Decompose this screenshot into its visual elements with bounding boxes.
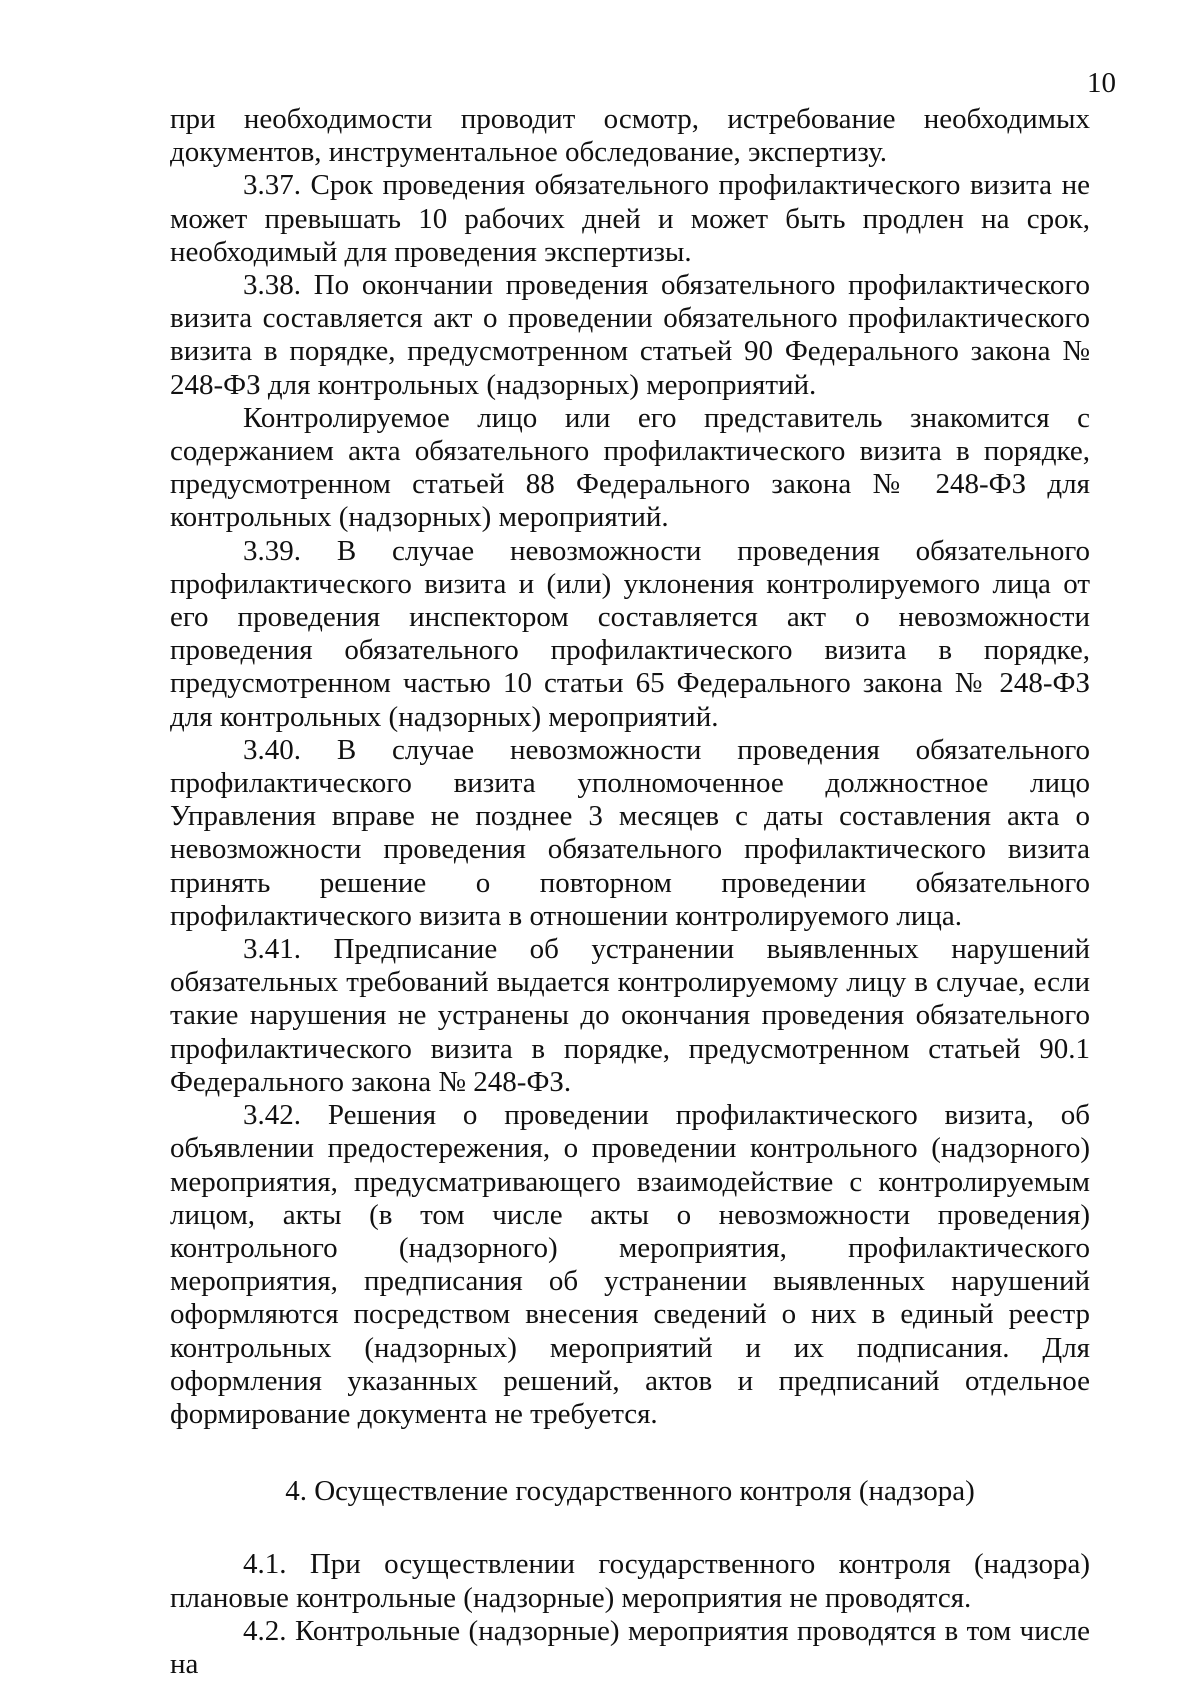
paragraph-3-37: 3.37. Срок проведения обязательного профилактического визита не может превышать 10 рабочих дней и может быть продлен на срок, необходимый для проведения экспертизы. bbox=[170, 169, 1090, 268]
paragraph-3-38-part-2: Контролируемое лицо или его представитель знакомится с содержанием акта обязательного профилактического визита в порядке, предусмотренном статьей 88 Федерального закона № 248-ФЗ для контрольных (надзорных) мероприятий. bbox=[170, 401, 1090, 534]
paragraph-continuation: при необходимости проводит осмотр, истребование необходимых документов, инструментальное обследование, экспертизу. bbox=[170, 103, 1090, 169]
section-heading: 4. Осуществление государственного контроля (надзора) bbox=[285, 1475, 975, 1508]
page-number: 10 bbox=[1087, 67, 1116, 99]
paragraph-3-38: 3.38. По окончании проведения обязательного профилактического визита составляется акт о проведении обязательного профилактического визита в порядке, предусмотренном статьей 90 Федерального закона № 248-ФЗ для контрольных (надзорных) мероприятий. bbox=[170, 269, 1090, 401]
paragraph-3-42: 3.42. Решения о проведении профилактического визита, об объявлении предостережения, о проведении контрольного (надзорного) мероприятия, предусматривающего взаимодействие с контролируемым лицом, акты (в том числе акты о невозможности проведения) контрольного (надзорного) мероприятия, профилактического мероприятия, предписания об устранении выявленных нарушений оформляются посредством внесения сведений о них в единый реестр контрольных (надзорных) мероприятий и их подписания. Для оформления указанных решений, актов и предписаний отдельное формирование документа не требуется. bbox=[170, 1099, 1090, 1430]
paragraph-4-2: 4.2. Контрольные (надзорные) мероприятия проводятся в том числе на bbox=[170, 1614, 1090, 1680]
paragraph-3-40: 3.40. В случае невозможности проведения обязательного профилактического визита уполномоченное должностное лицо Управления вправе не позднее 3 месяцев с даты составления акта о невозможности проведения обязательного профилактического визита принять решение о повторном проведении обязательного профилактического визита в отношении контролируемого лица. bbox=[170, 733, 1090, 932]
document-body bbox=[170, 103, 1090, 1681]
paragraph-4-1: 4.1. При осуществлении государственного контроля (надзора) плановые контрольные (надзорные) мероприятия не проводятся. bbox=[170, 1548, 1090, 1614]
paragraph-3-41: 3.41. Предписание об устранении выявленных нарушений обязательных требований выдается контролируемому лицу в случае, если такие нарушения не устранены до окончания проведения обязательного профилактического визита в порядке, предусмотренном статьей 90.1 Федерального закона № 248-ФЗ. bbox=[170, 933, 1090, 1098]
paragraph-3-39: 3.39. В случае невозможности проведения обязательного профилактического визита и (или) уклонения контролируемого лица от его проведения инспектором составляется акт о невозможности проведения обязательного профилактического визита в порядке, предусмотренном частью 10 статьи 65 Федерального закона № 248-ФЗ для контрольных (надзорных) мероприятий. bbox=[170, 534, 1090, 733]
